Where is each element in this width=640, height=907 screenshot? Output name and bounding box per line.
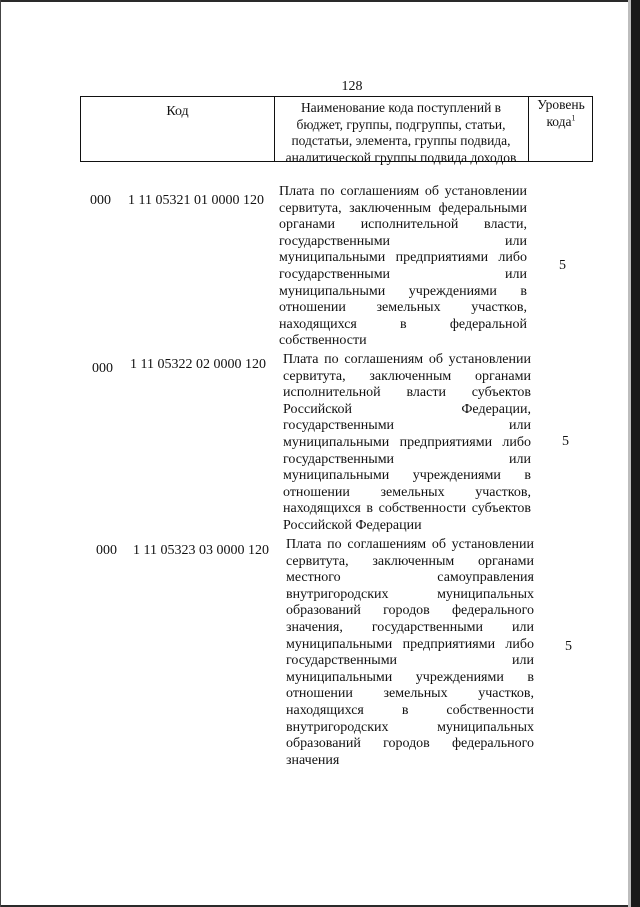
revenue-code: 1 11 05321 01 0000 120: [128, 193, 264, 208]
header-level-word: кода: [546, 113, 572, 129]
name-line: Российской Федерации: [283, 517, 422, 533]
name-line: Плата по соглашениям об установлении: [286, 537, 534, 552]
name-line: государственными или: [279, 266, 527, 282]
name-line: отношении земельных участков,: [286, 686, 534, 702]
name-line: государственными или: [283, 418, 531, 434]
name-line: государственными или: [286, 653, 534, 669]
name-line: исполнительной власти субъектов: [283, 385, 531, 401]
name-line: муниципальными учреждениями в: [286, 669, 534, 685]
name-line: отношении земельных участков,: [279, 300, 527, 316]
name-line: образований городов федерального: [286, 736, 534, 752]
column-divider: [274, 97, 275, 161]
header-name-line: подстатьи, элемента, группы подвида,: [291, 133, 511, 148]
header-name-line: Наименование кода поступлений в: [300, 100, 502, 115]
admin-code: 000: [92, 361, 113, 376]
header-name-line: бюджет, группы, подгруппы, статьи,: [296, 116, 506, 132]
scan-border-left: [0, 0, 1, 907]
name-line: значения, государственными или: [286, 619, 534, 635]
name-line: государственными или: [279, 233, 527, 249]
name-line: внутригородских муниципальных: [286, 719, 534, 735]
revenue-code: 1 11 05323 03 0000 120: [133, 543, 269, 558]
code-level: 5: [562, 434, 569, 449]
header-code: Код: [166, 104, 189, 119]
name-line: внутригородских муниципальных: [286, 586, 534, 602]
admin-code: 000: [90, 193, 111, 208]
name-line: находящихся в собственности: [286, 702, 534, 718]
revenue-name: [279, 184, 527, 350]
name-line: образований городов федерального: [286, 603, 534, 619]
name-line: Плата по соглашениям об установлении: [279, 184, 527, 199]
name-line: муниципальными учреждениями в: [283, 468, 531, 484]
code-level: 5: [565, 639, 572, 654]
name-line: муниципальными учреждениями в: [279, 283, 527, 299]
revenue-name: [286, 537, 534, 769]
name-line: сервитута, заключенным федеральными: [279, 200, 527, 216]
revenue-code: 1 11 05322 02 0000 120: [130, 357, 266, 372]
scan-border-top: [0, 0, 640, 2]
header-name: [279, 100, 523, 166]
header-level: [529, 97, 593, 130]
header-level-line2: [529, 114, 593, 131]
scan-border-right: [631, 0, 640, 907]
admin-code: 000: [96, 543, 117, 558]
table-header: [80, 96, 593, 165]
name-line: муниципальными предприятиями либо: [279, 250, 527, 266]
name-line: местного самоуправления: [286, 570, 534, 586]
name-line: значения: [286, 752, 340, 768]
name-line: муниципальными предприятиями либо: [283, 434, 531, 450]
name-line: сервитута, заключенным органами: [283, 368, 531, 384]
name-line: государственными или: [283, 451, 531, 467]
page-number: 128: [341, 79, 363, 94]
name-line: органами исполнительной власти,: [279, 217, 527, 233]
name-line: находящихся в федеральной: [279, 316, 527, 332]
footnote-marker: 1: [571, 113, 576, 122]
header-level-line1: Уровень: [537, 97, 585, 112]
code-level: 5: [559, 258, 566, 273]
name-line: находящихся в собственности субъектов: [283, 501, 531, 517]
name-line: Российской Федерации,: [283, 401, 531, 417]
name-line: сервитута, заключенным органами: [286, 553, 534, 569]
name-line: муниципальными предприятиями либо: [286, 636, 534, 652]
name-line: Плата по соглашениям об установлении: [283, 352, 531, 367]
name-line: отношении земельных участков,: [283, 484, 531, 500]
name-line: собственности: [279, 333, 367, 349]
header-name-line: аналитической группы подвида доходов: [285, 149, 517, 165]
revenue-name: [283, 352, 531, 535]
